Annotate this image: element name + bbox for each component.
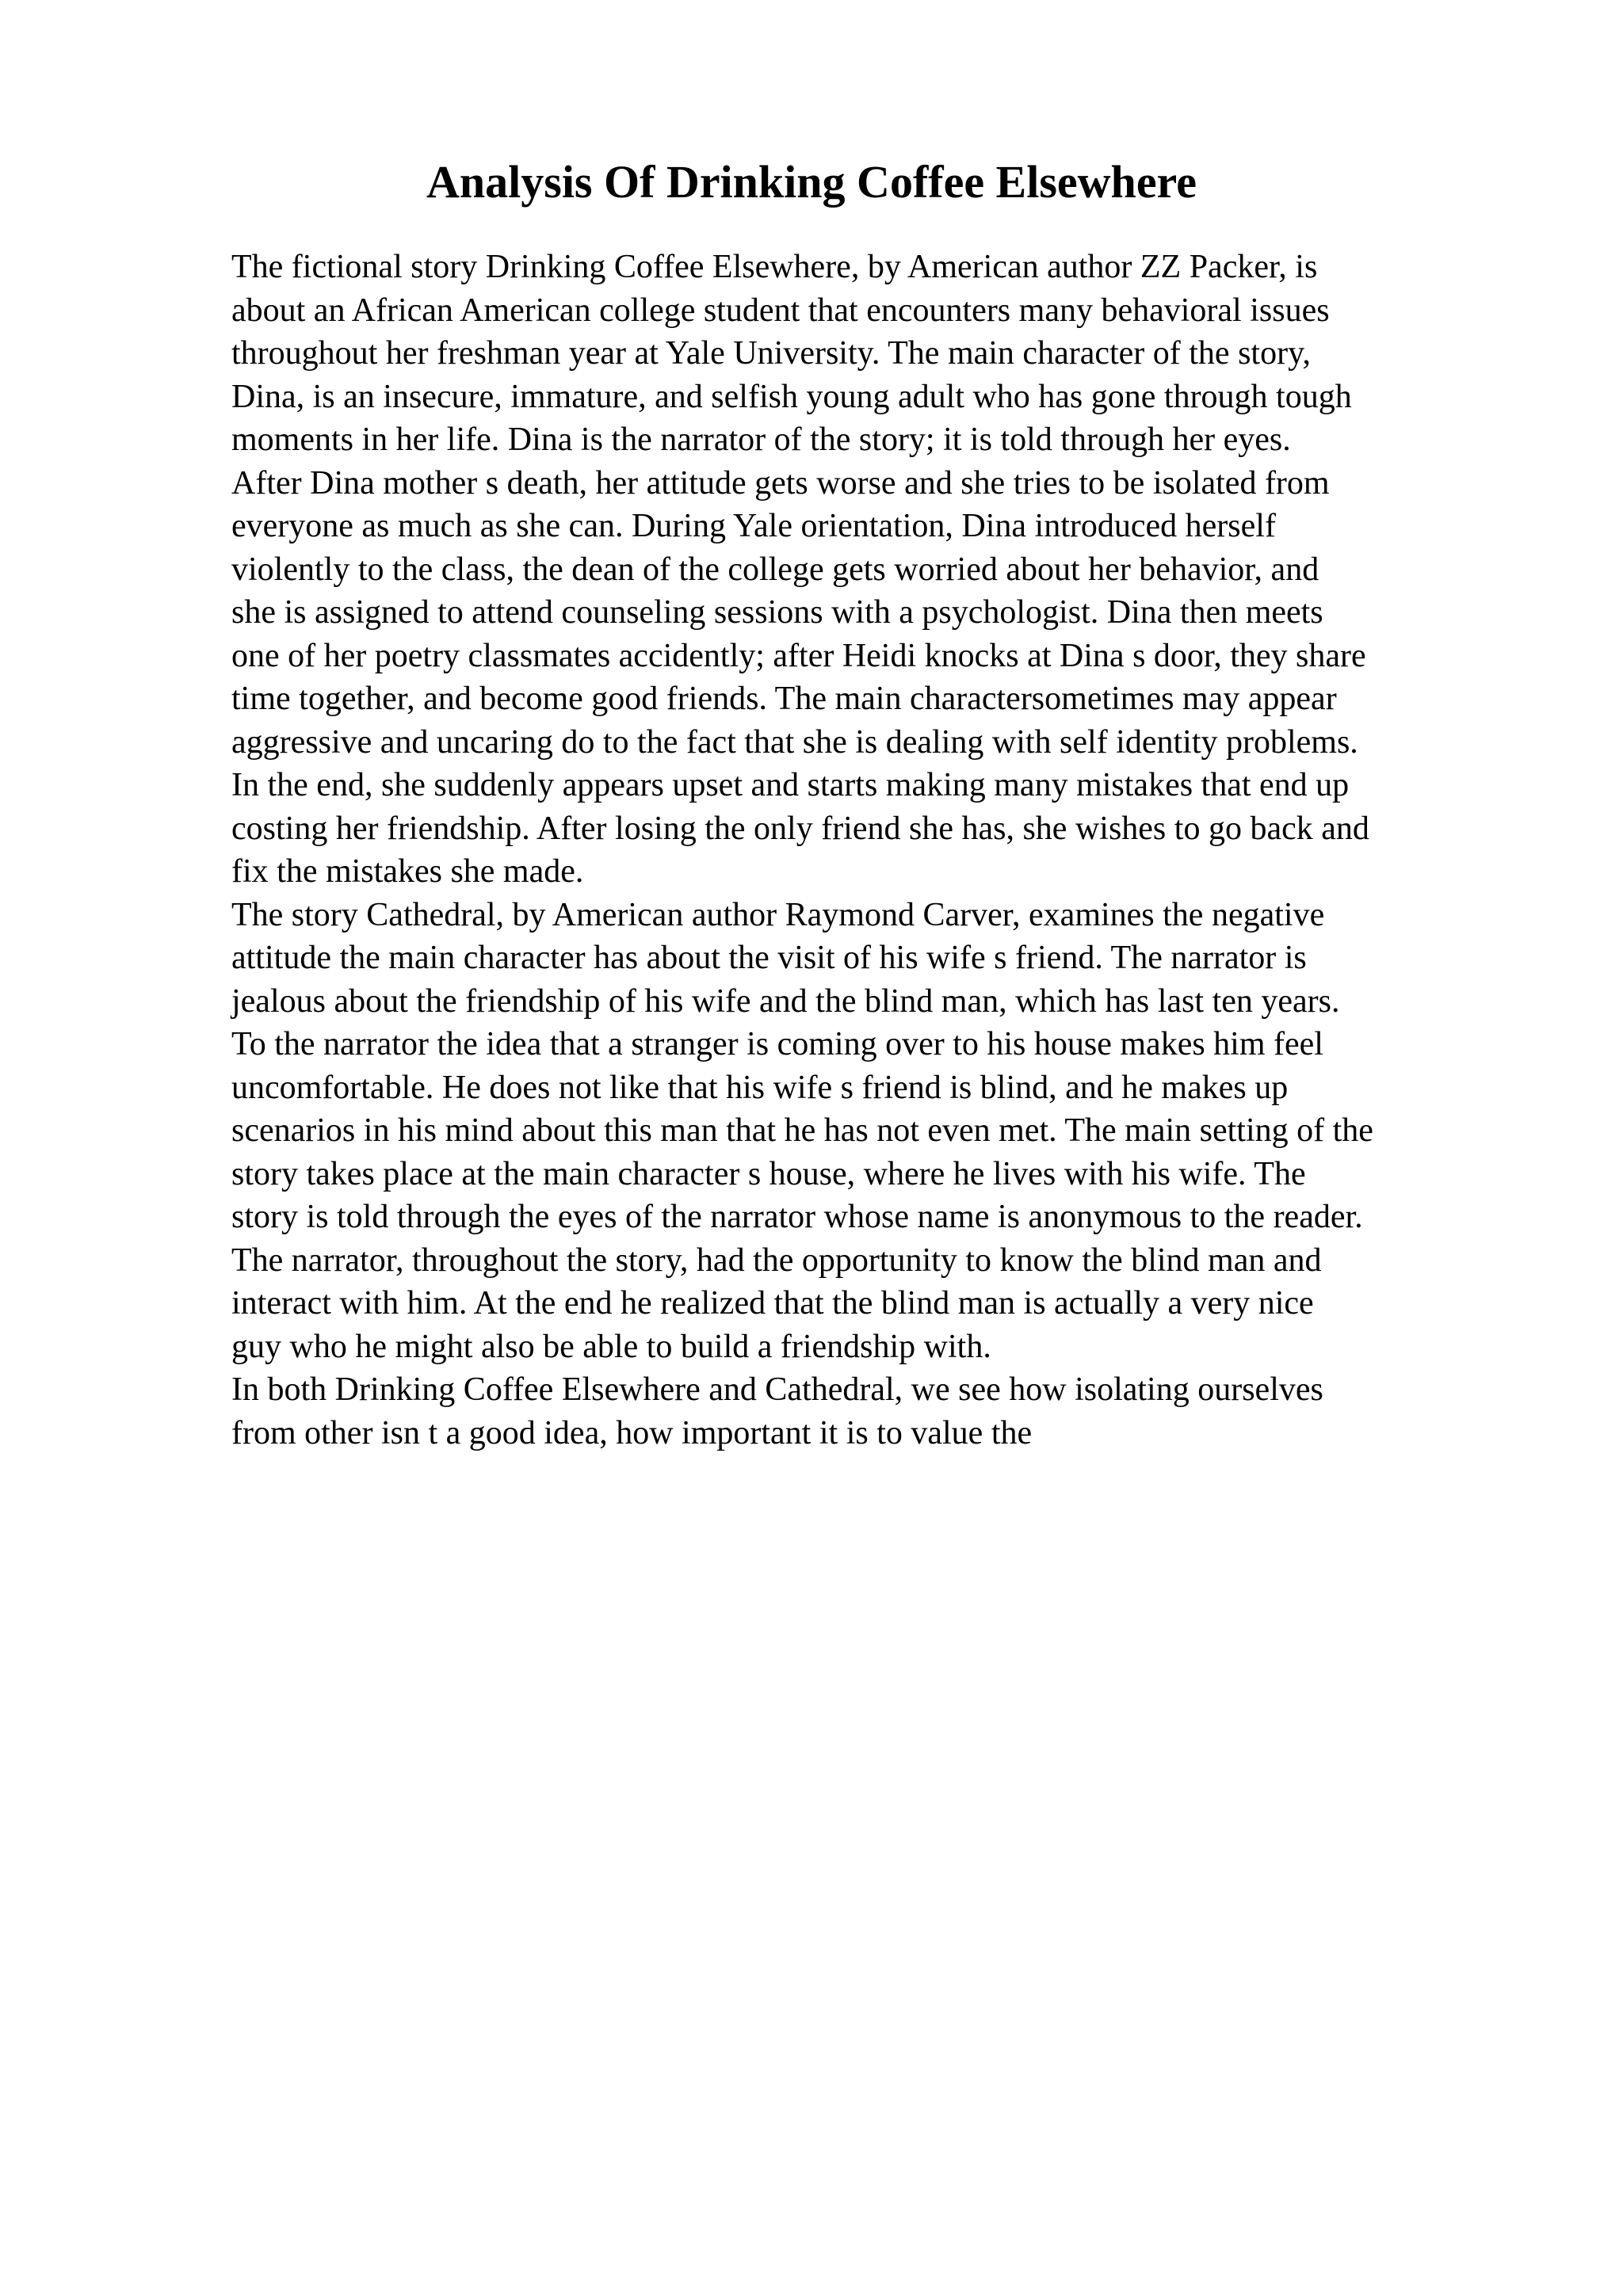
body-text-line: uncomfortable. He does not like that his wife s friend is blind, and he makes up	[231, 1069, 1289, 1106]
body-text-line: throughout her freshman year at Yale University. The main character of the story,	[231, 335, 1311, 372]
body-text-line: attitude the main character has about the visit of his wife s friend. The narrator is	[231, 940, 1307, 976]
body-text-line: story is told through the eyes of the narrator whose name is anonymous to the reader.	[231, 1199, 1363, 1235]
body-text-line: costing her friendship. After losing the only friend she has, she wishes to go back and	[231, 810, 1369, 847]
body-text-line: aggressive and uncaring do to the fact that she is dealing with self identity problems.	[231, 723, 1358, 761]
body-text-line: In the end, she suddenly appears upset and starts making many mistakes that end up	[231, 767, 1350, 803]
body-text-line: fix the mistakes she made.	[231, 853, 584, 890]
document-body	[231, 246, 1515, 1455]
body-text-line: about an African American college student that encounters many behavioral issues	[231, 292, 1330, 329]
body-text-line: from other isn t a good idea, how important it is to value the	[231, 1414, 1033, 1451]
body-text-line: jealous about the friendship of his wife and the blind man, which has last ten years.	[231, 982, 1340, 1020]
body-text-line: In both Drinking Coffee Elsewhere and Cathedral, we see how isolating ourselves	[231, 1371, 1323, 1408]
body-text-line: one of her poetry classmates accidently; after Heidi knocks at Dina s door, they share	[231, 637, 1366, 674]
body-text-line: Dina, is an insecure, immature, and selfish young adult who has gone through tough	[231, 378, 1352, 415]
body-text-line: she is assigned to attend counseling sessions with a psychologist. Dina then meets	[231, 594, 1323, 631]
body-text-line: The fictional story Drinking Coffee Elsewhere, by American author ZZ Packer, is	[231, 249, 1318, 285]
body-text-line: guy who he might also be able to build a friendship with.	[231, 1328, 991, 1365]
body-text-line: violently to the class, the dean of the college gets worried about her behavior, and	[231, 551, 1319, 588]
body-text-line: everyone as much as she can. During Yale orientation, Dina introduced herself	[231, 508, 1276, 544]
body-text-line: The story Cathedral, by American author Raymond Carver, examines the negative	[231, 896, 1325, 933]
body-text-line: moments in her life. Dina is the narrator of the story; it is told through her eyes.	[231, 421, 1291, 458]
body-text-line: After Dina mother s death, her attitude gets worse and she tries to be isolated from	[231, 464, 1330, 502]
body-text-line: scenarios in his mind about this man that he has not even met. The main setting of the	[231, 1112, 1373, 1149]
document-title: Analysis Of Drinking Coffee Elsewhere	[426, 156, 1197, 208]
body-text-line: The narrator, throughout the story, had the opportunity to know the blind man and	[231, 1241, 1322, 1279]
body-text-line: time together, and become good friends. The main charactersometimes may appear	[231, 681, 1337, 717]
body-text-line: To the narrator the idea that a stranger is coming over to his house makes him feel	[231, 1026, 1323, 1062]
body-text-line: story takes place at the main character s house, where he lives with his wife. The	[231, 1155, 1306, 1192]
body-text-line: interact with him. At the end he realized that the blind man is actually a very nice	[231, 1285, 1314, 1322]
